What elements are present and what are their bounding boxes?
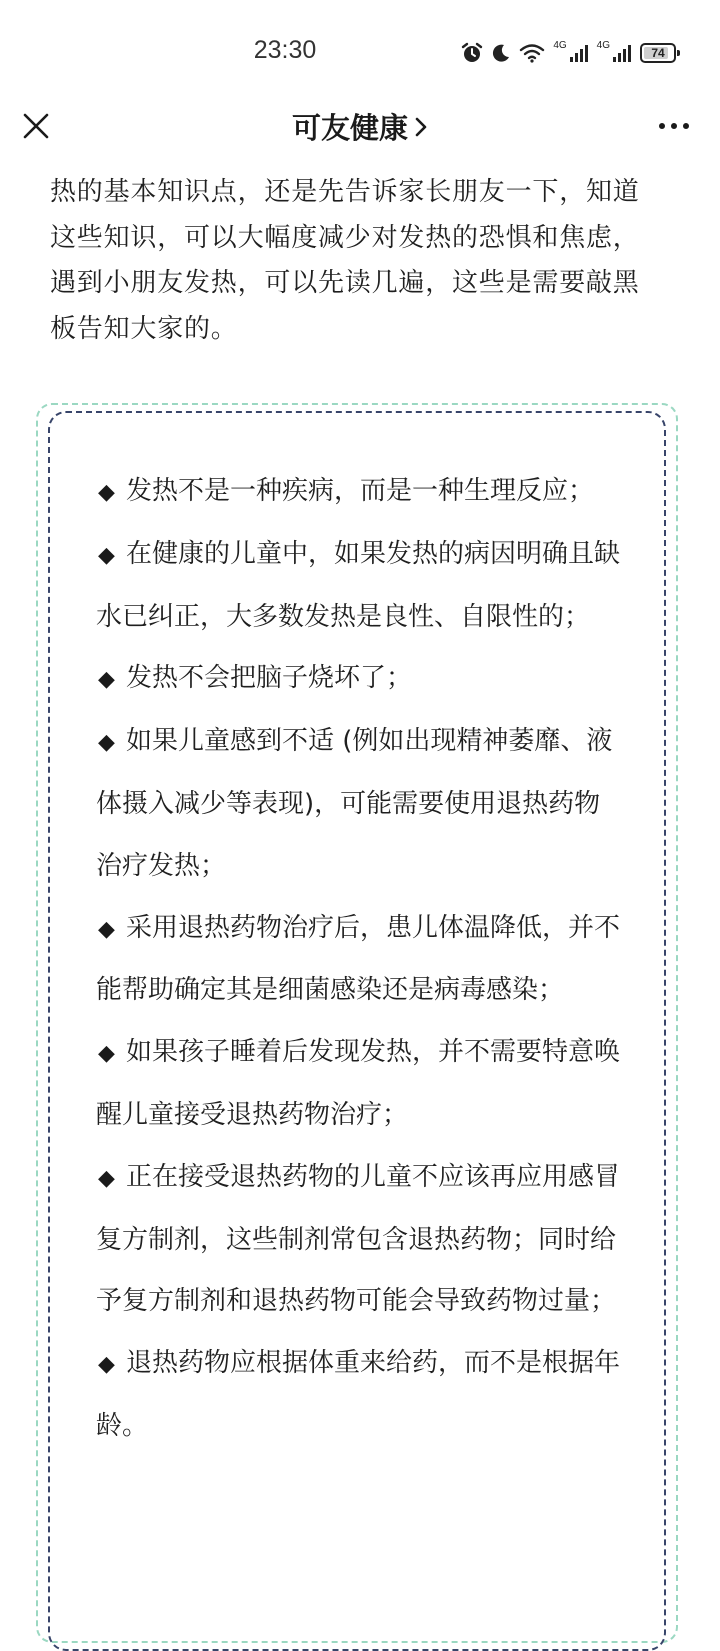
intro-line: 热的基本知识点，还是先告诉家长朋友一下，知道 (50, 177, 640, 207)
key-point-item (96, 648, 624, 711)
intro-line: 这些知识，可以大幅度减少对发热的恐惧和焦虑， (50, 222, 640, 253)
key-point-text: 发热不是一种疾病，而是一种生理反应； (126, 476, 595, 506)
more-icon (659, 123, 665, 129)
intro-line: 板告知大家的。 (50, 314, 238, 345)
key-point-text: 发热不会把脑子烧坏了； (126, 663, 413, 694)
nav-bar (0, 100, 720, 170)
diamond-bullet-icon: ◆ (98, 1352, 115, 1378)
status-icons (461, 38, 676, 68)
key-point-text: 如果儿童感到不适 (例如出现精神萎靡、液体摄入减少等表现)，可能需要使用退热药物治疗发热； (96, 726, 613, 881)
diamond-bullet-icon: ◆ (98, 1041, 115, 1067)
status-time: 23:30 (253, 36, 317, 64)
key-point-item (96, 1333, 624, 1458)
key-point-text: 如果孩子睡着后发现发热，并不需要特意唤醒儿童接受退热药物治疗； (96, 1037, 621, 1130)
key-point-item (96, 461, 624, 524)
diamond-bullet-icon: ◆ (98, 730, 115, 756)
chevron-right-icon (414, 111, 428, 145)
key-point-item (96, 1147, 624, 1333)
alarm-icon (461, 42, 483, 64)
key-point-text: 退热药物应根据体重来给药，而不是根据年龄。 (96, 1348, 621, 1441)
signal-icon (612, 43, 632, 63)
key-point-item (96, 711, 624, 897)
diamond-bullet-icon: ◆ (98, 542, 115, 568)
key-point-text: 采用退热药物治疗后，患儿体温降低，并不能帮助确定其是细菌感染还是病毒感染； (96, 912, 621, 1006)
more-icon-dot (671, 123, 677, 129)
status-bar (0, 0, 720, 100)
more-icon-dot (683, 123, 689, 129)
network-type-1: 4G (553, 40, 567, 51)
moon-icon (491, 43, 511, 63)
key-point-text: 正在接受退热药物的儿童不应该再应用感冒复方制剂，这些制剂常包含退热药物；同时给予复方制剂和退热药物可能会导致药物过量； (96, 1161, 621, 1317)
intro-paragraph (50, 170, 680, 353)
network-type-2: 4G (596, 40, 610, 51)
diamond-bullet-icon: ◆ (98, 667, 115, 693)
key-point-item (96, 898, 624, 1023)
more-button[interactable] (652, 108, 696, 144)
key-point-text: 在健康的儿童中，如果发热的病因明确且缺水已纠正，大多数发热是良性、自限性的； (96, 538, 621, 632)
diamond-bullet-icon: ◆ (98, 916, 115, 942)
diamond-bullet-icon: ◆ (98, 480, 115, 505)
diamond-bullet-icon: ◆ (98, 1165, 115, 1191)
key-points-list (96, 461, 624, 1458)
battery-level: 74 (651, 46, 665, 60)
key-point-item (96, 1022, 624, 1147)
page-title: 可友健康 (291, 111, 408, 145)
key-point-item (96, 524, 624, 649)
intro-line: 遇到小朋友发热，可以先读几遍，这些是需要敲黑 (50, 268, 640, 299)
signal-icon (569, 43, 589, 63)
account-title-link[interactable] (0, 106, 720, 147)
wifi-icon (519, 43, 545, 63)
battery-icon (640, 43, 676, 63)
